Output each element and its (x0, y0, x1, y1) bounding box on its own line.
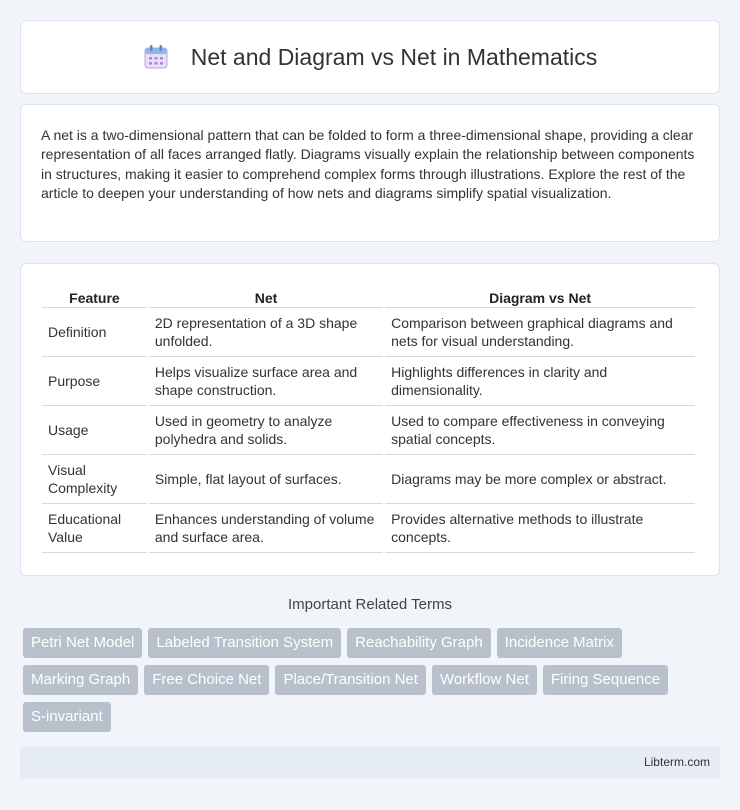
table-cell: Provides alternative methods to illustrate concepts. (385, 504, 695, 553)
table-cell: Purpose (42, 357, 147, 406)
related-term-tag[interactable]: Workflow Net (432, 665, 537, 695)
table-cell: Comparison between graphical diagrams and nets for visual understanding. (385, 308, 695, 357)
table-row (42, 504, 695, 553)
table-cell: Highlights differences in clarity and dimensionality. (385, 357, 695, 406)
related-term-tag[interactable]: Place/Transition Net (275, 665, 426, 695)
column-header: Diagram vs Net (385, 284, 695, 308)
table-row (42, 357, 695, 406)
table-cell: Diagrams may be more complex or abstract. (385, 455, 695, 504)
table-cell: Visual Complexity (42, 455, 147, 504)
table-cell: Simple, flat layout of surfaces. (149, 455, 383, 504)
intro-card (20, 104, 720, 242)
related-term-tag[interactable]: Marking Graph (23, 665, 138, 695)
related-term-tag[interactable]: Reachability Graph (347, 628, 491, 658)
title-card (20, 20, 720, 94)
table-cell: Usage (42, 406, 147, 455)
table-header-row (42, 284, 695, 308)
table-cell: Helps visualize surface area and shape construction. (149, 357, 383, 406)
table-cell: Definition (42, 308, 147, 357)
table-cell: 2D representation of a 3D shape unfolded. (149, 308, 383, 357)
related-term-tag[interactable]: Petri Net Model (23, 628, 142, 658)
column-header: Feature (42, 284, 147, 308)
page-title: Net and Diagram vs Net in Mathematics (190, 43, 598, 70)
related-term-tag[interactable]: S-invariant (23, 702, 111, 732)
footer-site-link[interactable]: Libterm.com (643, 755, 710, 769)
comparison-card (20, 263, 720, 576)
table-row (42, 406, 695, 455)
related-term-tag[interactable]: Free Choice Net (144, 665, 269, 695)
table-cell: Used to compare effectiveness in conveying spatial concepts. (385, 406, 695, 455)
table-row (42, 308, 695, 357)
related-terms-title: Important Related Terms (288, 596, 452, 613)
table-cell: Enhances understanding of volume and surface area. (149, 504, 383, 553)
intro-text: A net is a two-dimensional pattern that can be folded to form a three-dimensional shape, providing a clear representation of all faces arranged flatly. Diagrams visually explain the relationship between components in structures, making it easier to comprehend complex forms through illustrations. Explore the rest of the article to deepen your understanding of how nets and diagrams simplify spatial visualization. (41, 127, 695, 202)
table-cell: Used in geometry to analyze polyhedra and solids. (149, 406, 383, 455)
related-terms-list (23, 628, 713, 732)
related-term-tag[interactable]: Labeled Transition System (148, 628, 341, 658)
table-cell: Educational Value (42, 504, 147, 553)
column-header: Net (149, 284, 383, 308)
footer (20, 746, 720, 779)
related-term-tag[interactable]: Incidence Matrix (497, 628, 622, 658)
table-row (42, 455, 695, 504)
comparison-table (40, 284, 697, 553)
related-term-tag[interactable]: Firing Sequence (543, 665, 668, 695)
calendar-icon (143, 44, 169, 70)
